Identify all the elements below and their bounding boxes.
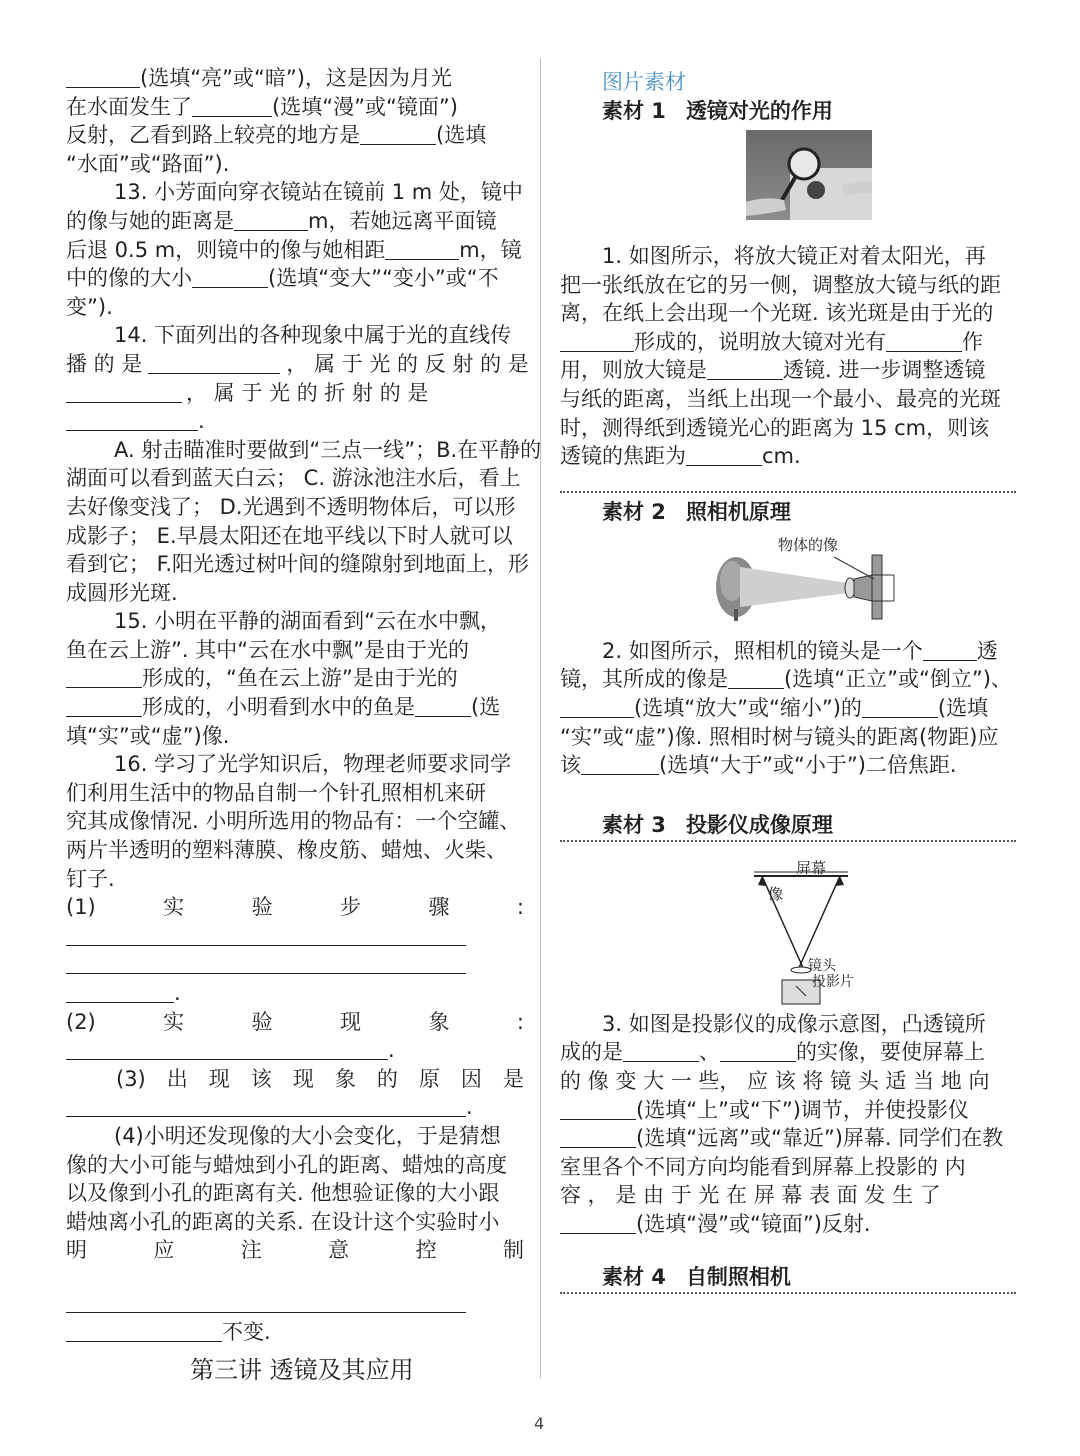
- text-line: 的像与她的距离是 m，若她远离平面镜: [66, 208, 497, 233]
- text-line: 们利用生活中的物品自制一个针孔照相机来研: [66, 780, 486, 805]
- step-1-label: (1) 实 验 步 骤 :: [66, 895, 524, 920]
- text-line: 时，测得纸到透镜光心的距离为 15 cm，则该: [560, 415, 990, 440]
- answer-blank[interactable]: [66, 410, 198, 431]
- text-line: 成的是 、 的实像，要使屏幕上: [560, 1040, 985, 1065]
- answer-line[interactable]: .: [66, 1036, 524, 1065]
- text-line: “实”或“虚”)像. 照相时树与镜头的距离(物距)应: [560, 724, 999, 749]
- answer-blank[interactable]: [560, 697, 634, 718]
- text-line: 填“实”或“虚”)像.: [66, 723, 230, 748]
- answer-blank[interactable]: [234, 210, 308, 231]
- answer-blank[interactable]: [192, 96, 272, 117]
- material-3-title: 素材 3 投影仪成像原理: [560, 810, 1016, 842]
- answer-blank[interactable]: [686, 445, 762, 466]
- answer-blank[interactable]: [923, 640, 977, 661]
- answer-blank[interactable]: [623, 1041, 699, 1062]
- text-line: 两片半透明的塑料薄膜、橡皮筋、蜡烛、火柴、: [66, 838, 507, 863]
- answer-blank[interactable]: [560, 1127, 636, 1148]
- camera-diagram: [714, 549, 904, 625]
- text-line: 蜡烛离小孔的距离的关系. 在设计这个实验时小: [66, 1209, 500, 1234]
- question-13: 13. 小芳面向穿衣镜站在镜前 1 m 处，镜中: [114, 180, 523, 205]
- answer-line[interactable]: [66, 1289, 524, 1318]
- figure-magnifier: [560, 130, 1016, 234]
- answer-blank[interactable]: [415, 696, 471, 717]
- option-line: A. 射击瞄准时要做到“三点一线”；B.在平静的: [114, 437, 542, 462]
- text-line: ， 属 于 光 的 折 射 的 是: [66, 379, 524, 408]
- answer-blank[interactable]: [66, 1292, 466, 1313]
- text-line: 与纸的距离，当纸上出现一个最小、最亮的光斑: [560, 386, 1001, 411]
- answer-blank[interactable]: [66, 1321, 222, 1342]
- text-line: 中的像的大小 (选填“变大”“变小”或“不: [66, 266, 499, 291]
- text-line: 究其成像情况. 小明所选用的物品有：一个空罐、: [66, 809, 521, 834]
- answer-blank[interactable]: [707, 359, 783, 380]
- option-line: 成影子； E.早晨太阳还在地平线以下时人就可以: [66, 523, 513, 548]
- answer-blank[interactable]: [192, 267, 268, 288]
- text-line: (选填“远离”或“靠近”)屏幕. 同学们在教: [560, 1124, 1016, 1153]
- text-line: 用，则放大镜是 透镜. 进一步调整透镜: [560, 358, 986, 383]
- text-line: (选填“放大”或“缩小”)的 (选填: [560, 694, 1016, 723]
- answer-blank[interactable]: [385, 239, 459, 260]
- material-1-title: 素材 1 透镜对光的作用: [602, 99, 833, 123]
- text-line: 变”).: [66, 294, 113, 319]
- question-m2: 2. 如图所示，照相机的镜头是一个 透: [602, 638, 998, 663]
- figure-projector: [560, 850, 1016, 1010]
- answer-blank[interactable]: [66, 1096, 466, 1117]
- option-line: 看到它； F.阳光透过树叶间的缝隙射到地面上，形: [66, 552, 530, 577]
- figure-label: 物体的像: [778, 535, 839, 554]
- answer-blank[interactable]: [560, 331, 634, 352]
- text-line: 后退 0.5 m，则镜中的像与她相距 m，镜: [66, 237, 522, 262]
- page-number: 4: [534, 1414, 545, 1433]
- answer-blank[interactable]: [66, 667, 142, 688]
- answer-blank[interactable]: [66, 67, 140, 88]
- option-line: 成圆形光斑.: [66, 580, 178, 605]
- text-line: (选填“上”或“下”)调节，并使投影仪: [560, 1096, 1016, 1125]
- answer-blank[interactable]: [560, 1099, 636, 1120]
- text-line: 在水面发生了 (选填“漫”或“镜面”): [66, 94, 458, 119]
- text-line: 离，在纸上会出现一个光斑. 该光斑是由于光的: [560, 301, 994, 326]
- magnifier-photo: [746, 130, 872, 220]
- text-line: 反射，乙看到路上较亮的地方是 (选填: [66, 123, 487, 148]
- question-14: 14. 下面列出的各种现象中属于光的直线传: [114, 323, 512, 348]
- text-line: 把一张纸放在它的另一侧，调整放大镜与纸的距: [560, 272, 1001, 297]
- answer-blank[interactable]: [66, 982, 174, 1003]
- text-line: (选填“漫”或“镜面”)反射.: [560, 1210, 1016, 1239]
- text-line: 透镜的焦距为 cm.: [560, 444, 801, 469]
- answer-line[interactable]: [66, 950, 524, 979]
- question-m1: 1. 如图所示，将放大镜正对着太阳光，再: [602, 244, 986, 268]
- text-line: 鱼在云上游”. 其中“云在水中飘”是由于光的: [66, 637, 469, 662]
- step-3-label: (3) 出 现 该 现 象 的 原 因 是: [116, 1066, 524, 1091]
- text-line: 播 的 是 ， 属 于 光 的 反 射 的 是: [66, 351, 529, 376]
- material-4-title: 素材 4 自制照相机: [560, 1262, 1016, 1294]
- material-2-title: 素材 2 照相机原理: [602, 499, 791, 524]
- answer-blank[interactable]: [66, 1039, 388, 1060]
- text-line: 钉子.: [66, 866, 115, 891]
- spacer: [66, 1265, 524, 1289]
- answer-blank[interactable]: [148, 353, 280, 374]
- step-4-text: (4)小明还发现像的大小会变化，于是猜想: [114, 1123, 501, 1148]
- answer-blank[interactable]: [581, 754, 659, 775]
- text-line: 以及像到小孔的距离有关. 他想验证像的大小跟: [66, 1181, 500, 1206]
- answer-blank[interactable]: [66, 925, 466, 946]
- answer-blank[interactable]: [66, 953, 466, 974]
- section-heading: 图片素材: [602, 70, 686, 94]
- text-line: .: [66, 407, 524, 436]
- text-line: 室里各个不同方向均能看到屏幕上投影的 内: [560, 1154, 966, 1179]
- text-line: (选填“亮”或“暗”)，这是因为月光: [66, 64, 524, 93]
- text-line: 该 (选填“大于”或“小于”)二倍焦距.: [560, 753, 957, 778]
- answer-blank[interactable]: [560, 1213, 636, 1234]
- answer-blank[interactable]: [720, 1041, 796, 1062]
- text-line: 像的大小可能与蜡烛到小孔的距离、蜡烛的高度: [66, 1152, 507, 1177]
- label-lens: 镜头: [808, 957, 836, 974]
- answer-line[interactable]: 不变.: [66, 1318, 524, 1347]
- answer-line[interactable]: [66, 922, 524, 951]
- text-line: 明 应 注 意 控 制: [66, 1238, 524, 1263]
- question-16: 16. 学习了光学知识后，物理老师要求同学: [114, 752, 512, 777]
- separator: [560, 491, 1016, 493]
- step-2-label: (2) 实 验 现 象 :: [66, 1009, 524, 1034]
- figure-camera: [560, 529, 1016, 625]
- lecture-title: 第三讲 透镜及其应用: [190, 1356, 414, 1384]
- text-line: 容 ， 是 由 于 光 在 屏 幕 表 面 发 生 了: [560, 1183, 941, 1208]
- answer-line[interactable]: .: [66, 979, 524, 1008]
- label-image: 像: [768, 884, 784, 903]
- option-line: 去好像变浅了； D.光遇到不透明物体后，可以形: [66, 494, 516, 519]
- question-m3: 3. 如图是投影仪的成像示意图，凸透镜所: [602, 1011, 986, 1036]
- text-line: 形成的，小明看到水中的鱼是 (选: [66, 693, 524, 722]
- answer-blank[interactable]: [862, 697, 938, 718]
- option-line: 湖面可以看到蓝天白云； C. 游泳池注水后，看上: [66, 466, 521, 491]
- text-line: 形成的，说明放大镜对光有 作: [560, 328, 1016, 357]
- question-15: 15. 小明在平静的湖面看到“云在水中飘，: [114, 609, 501, 634]
- text-line: “水面”或“路面”).: [66, 151, 230, 176]
- label-screen: 屏幕: [796, 858, 827, 877]
- text-line: 的 像 变 大 一 些， 应 该 将 镜 头 适 当 地 向: [560, 1068, 990, 1093]
- left-column: [66, 64, 542, 1346]
- answer-blank[interactable]: [66, 696, 142, 717]
- answer-blank[interactable]: [728, 668, 784, 689]
- answer-line[interactable]: .: [66, 1093, 524, 1122]
- answer-blank[interactable]: [66, 382, 182, 403]
- label-slide: 投影片: [812, 973, 854, 990]
- right-column: [560, 68, 1016, 1294]
- text-line: 形成的，“鱼在云上游”是由于光的: [66, 664, 524, 693]
- text-line: 镜，其所成的像是 (选填“正立”或“倒立”)、: [560, 667, 1012, 692]
- answer-blank[interactable]: [360, 124, 436, 145]
- column-divider: [540, 58, 541, 1378]
- answer-blank[interactable]: [886, 331, 962, 352]
